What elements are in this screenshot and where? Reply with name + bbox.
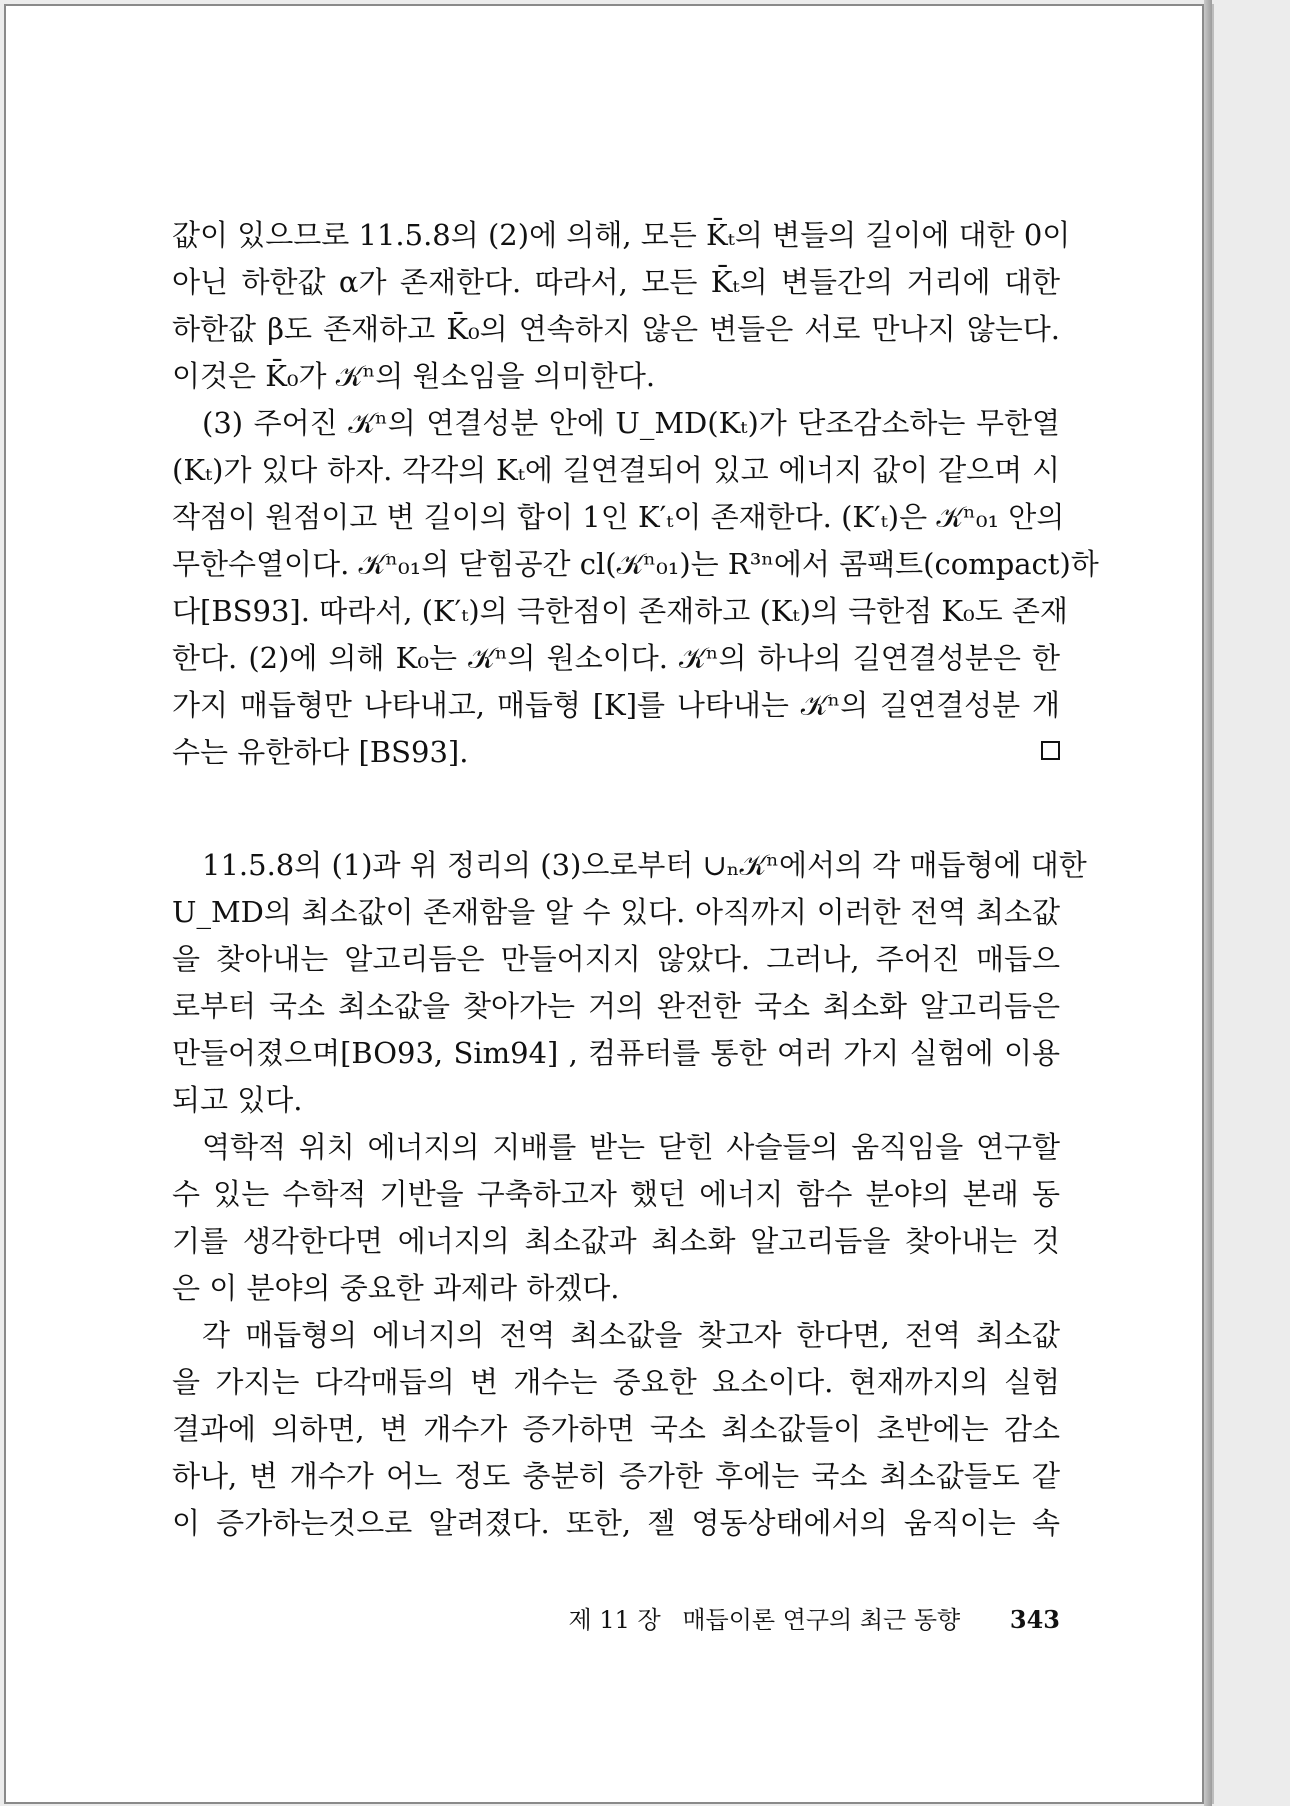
- text-line: U_MD의 최소값이 존재함을 알 수 있다. 아직까지 이러한 전역 최소값: [172, 895, 1060, 929]
- paragraph-3: [172, 842, 1087, 1124]
- text-line: 을 가지는 다각매듭의 변 개수는 중요한 요소이다. 현재까지의 실험: [172, 1365, 1060, 1399]
- text-line: 기를 생각한다면 에너지의 최소값과 최소화 알고리듬을 찾아내는 것: [172, 1224, 1060, 1258]
- section-gap: [172, 776, 1060, 842]
- text-line: 한다. (2)에 의해 K₀는 𝒦ⁿ의 원소이다. 𝒦ⁿ의 하나의 길연결성분은 한: [172, 641, 1060, 675]
- paragraph-2: [172, 400, 1099, 776]
- footer-chapter: 제 11 장: [568, 1606, 661, 1634]
- text-line: 가지 매듭형만 나타내고, 매듭형 [K]를 나타내는 𝒦ⁿ의 길연결성분 개: [172, 688, 1060, 722]
- footer-chapter-title: 매듭이론 연구의 최근 동향: [682, 1606, 961, 1634]
- text-line: (Kₜ)가 있다 하자. 각각의 Kₜ에 길연결되어 있고 에너지 값이 같으며 시: [172, 453, 1060, 487]
- text-line: 11.5.8의 (1)과 위 정리의 (3)으로부터 ∪ₙ𝒦ⁿ에서의 각 매듭형에 대한: [202, 848, 1087, 882]
- text-line: 이것은 K̄₀가 𝒦ⁿ의 원소임을 의미한다.: [172, 359, 656, 393]
- text-line: 역학적 위치 에너지의 지배를 받는 닫힌 사슬들의 움직임을 연구할: [202, 1130, 1060, 1164]
- text-line: 만들어졌으며[BO93, Sim94] , 컴퓨터를 통한 여러 가지 실험에 이용: [172, 1036, 1060, 1070]
- text-line: 로부터 국소 최소값을 찾아가는 거의 완전한 국소 최소화 알고리듬은: [172, 989, 1060, 1023]
- text-line: 은 이 분야의 중요한 과제라 하겠다.: [172, 1271, 620, 1305]
- text-line: 다[BS93]. 따라서, (K′ₜ)의 극한점이 존재하고 (Kₜ)의 극한점 K₀도 존재: [172, 594, 1068, 628]
- text-line: 아닌 하한값 α가 존재한다. 따라서, 모든 K̄ₜ의 변들간의 거리에 대한: [172, 265, 1060, 299]
- book-spine-edge: [1204, 0, 1212, 1806]
- text-line: 되고 있다.: [172, 1083, 303, 1117]
- page-number: 343: [1009, 1605, 1060, 1634]
- text-line-with-qed: [172, 729, 1060, 776]
- text-line: 하나, 변 개수가 어느 정도 충분히 증가한 후에는 국소 최소값들도 같: [172, 1459, 1060, 1493]
- text-line: 수는 유한하다 [BS93].: [172, 735, 469, 769]
- paragraph-4: [172, 1124, 1060, 1312]
- running-footer: [172, 1600, 1060, 1635]
- text-line: 하한값 β도 존재하고 K̄₀의 연속하지 않은 변들은 서로 만나지 않는다.: [172, 312, 1060, 346]
- paragraph-5: [172, 1312, 1060, 1547]
- page-body: [172, 212, 1099, 1547]
- text-line: 작점이 원점이고 변 길이의 합이 1인 K′ₜ이 존재한다. (K′ₜ)은 𝒦ⁿ₀₁ 안의: [172, 500, 1065, 534]
- text-line: 각 매듭형의 에너지의 전역 최소값을 찾고자 한다면, 전역 최소값: [202, 1318, 1060, 1352]
- qed-square-icon: [1041, 741, 1060, 760]
- text-line: 결과에 의하면, 변 개수가 증가하면 국소 최소값들이 초반에는 감소: [172, 1412, 1060, 1446]
- paragraph-1: [172, 212, 1071, 400]
- text-line: 무한수열이다. 𝒦ⁿ₀₁의 닫힘공간 cl(𝒦ⁿ₀₁)는 R³ⁿ에서 콤팩트(compact)하: [172, 547, 1099, 581]
- book-page: [4, 4, 1204, 1804]
- text-line: (3) 주어진 𝒦ⁿ의 연결성분 안에 U_MD(Kₜ)가 단조감소하는 무한열: [202, 406, 1060, 440]
- text-line: 을 찾아내는 알고리듬은 만들어지지 않았다. 그러나, 주어진 매듭으: [172, 942, 1060, 976]
- text-line: 수 있는 수학적 기반을 구축하고자 했던 에너지 함수 분야의 본래 동: [172, 1177, 1060, 1211]
- text-line: 값이 있으므로 11.5.8의 (2)에 의해, 모든 K̄ₜ의 변들의 길이에 대한 0이: [172, 218, 1071, 252]
- text-line: 이 증가하는것으로 알려졌다. 또한, 젤 영동상태에서의 움직이는 속: [172, 1506, 1060, 1540]
